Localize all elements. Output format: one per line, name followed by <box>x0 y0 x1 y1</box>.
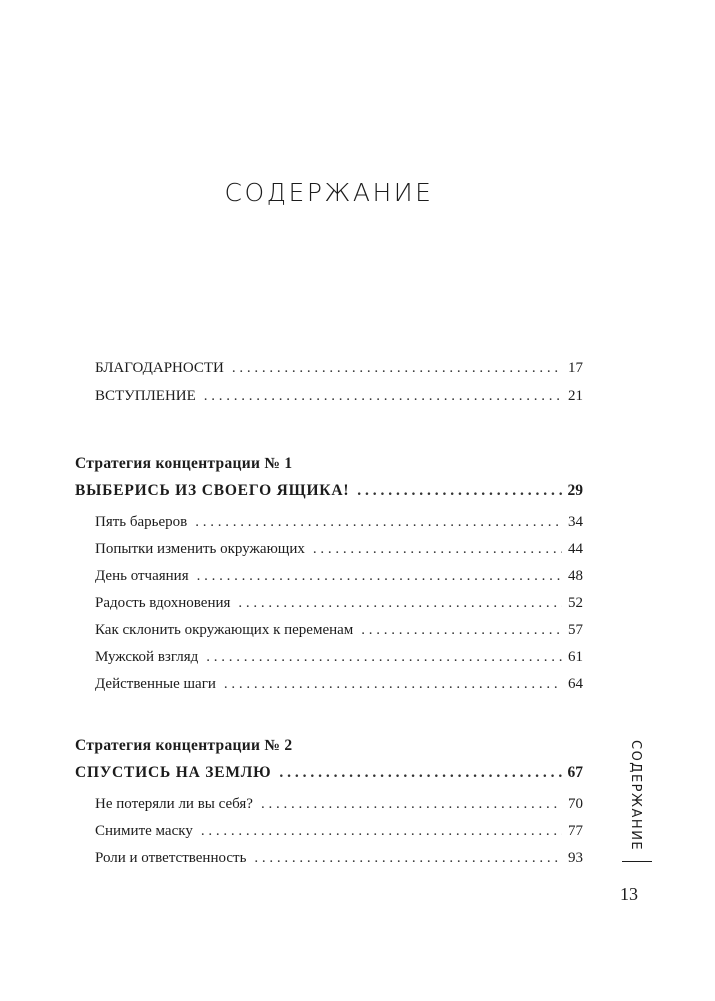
section-heading-page: 29 <box>567 482 583 499</box>
toc-entry[interactable] <box>95 793 583 815</box>
toc-entry-label: Не потеряли ли вы себя? <box>95 796 253 812</box>
dot-leader <box>238 592 562 614</box>
toc-entry[interactable] <box>95 847 583 869</box>
dot-leader <box>254 847 562 869</box>
toc-entry-label: Действенные шаги <box>95 676 216 692</box>
dot-leader <box>357 480 561 502</box>
dot-leader <box>279 762 561 784</box>
dot-leader <box>197 565 562 587</box>
dot-leader <box>204 385 562 407</box>
toc-entry[interactable] <box>95 619 583 641</box>
toc-entry-page: 17 <box>568 360 583 376</box>
toc-entry-label: ВСТУПЛЕНИЕ <box>95 388 196 404</box>
toc-entry-label: Радость вдохновения <box>95 595 231 611</box>
page-title: СОДЕРЖАНИЕ <box>224 178 434 207</box>
toc-entry-label: БЛАГОДАРНОСТИ <box>95 360 224 376</box>
divider <box>622 861 652 862</box>
toc-entry-page: 93 <box>568 850 583 866</box>
toc-entry[interactable] <box>95 565 583 587</box>
toc-entry-page: 44 <box>568 541 583 557</box>
strategy-label: Стратегия концентрации № 1 <box>75 455 293 472</box>
toc-entry-page: 48 <box>568 568 583 584</box>
toc-section-heading[interactable] <box>75 762 583 784</box>
toc-entry-acknowledgements[interactable] <box>95 357 583 379</box>
dot-leader <box>232 357 562 379</box>
dot-leader <box>201 820 562 842</box>
toc-entry-label: Мужской взгляд <box>95 649 199 665</box>
section-heading-label: ВЫБЕРИСЬ ИЗ СВОЕГО ЯЩИКА! <box>75 482 350 499</box>
toc-entry[interactable] <box>95 673 583 695</box>
toc-entry[interactable] <box>95 820 583 842</box>
toc-entry-label: День отчаяния <box>95 568 189 584</box>
toc-entry-page: 52 <box>568 595 583 611</box>
toc-entry-page: 57 <box>568 622 583 638</box>
toc-entry-label: Снимите маску <box>95 823 193 839</box>
dot-leader <box>313 538 562 560</box>
section-heading-label: СПУСТИСЬ НА ЗЕМЛЮ <box>75 764 272 781</box>
dot-leader <box>206 646 562 668</box>
toc-entry[interactable] <box>95 538 583 560</box>
toc-entry-label: Роли и ответственность <box>95 850 247 866</box>
dot-leader <box>261 793 562 815</box>
strategy-label: Стратегия концентрации № 2 <box>75 737 293 754</box>
toc-entry-page: 61 <box>568 649 583 665</box>
section-heading-page: 67 <box>567 764 583 781</box>
dot-leader <box>195 511 562 533</box>
toc-entry[interactable] <box>95 511 583 533</box>
dot-leader <box>224 673 562 695</box>
running-head: СОДЕРЖАНИЕ <box>628 740 643 852</box>
toc-entry-label: Попытки изменить окружающих <box>95 541 305 557</box>
toc-entry-page: 21 <box>568 388 583 404</box>
dot-leader <box>361 619 562 641</box>
toc-entry[interactable] <box>95 646 583 668</box>
toc-entry-page: 64 <box>568 676 583 692</box>
toc-entry[interactable] <box>95 592 583 614</box>
page-number: 13 <box>620 884 638 904</box>
toc-entry-label: Как склонить окружающих к переменам <box>95 622 354 638</box>
toc-entry-page: 34 <box>568 514 583 530</box>
toc-entry-page: 70 <box>568 796 583 812</box>
toc-entry-label: Пять барьеров <box>95 514 188 530</box>
toc-entry-introduction[interactable] <box>95 385 583 407</box>
toc-section-heading[interactable] <box>75 480 583 502</box>
toc-entry-page: 77 <box>568 823 583 839</box>
